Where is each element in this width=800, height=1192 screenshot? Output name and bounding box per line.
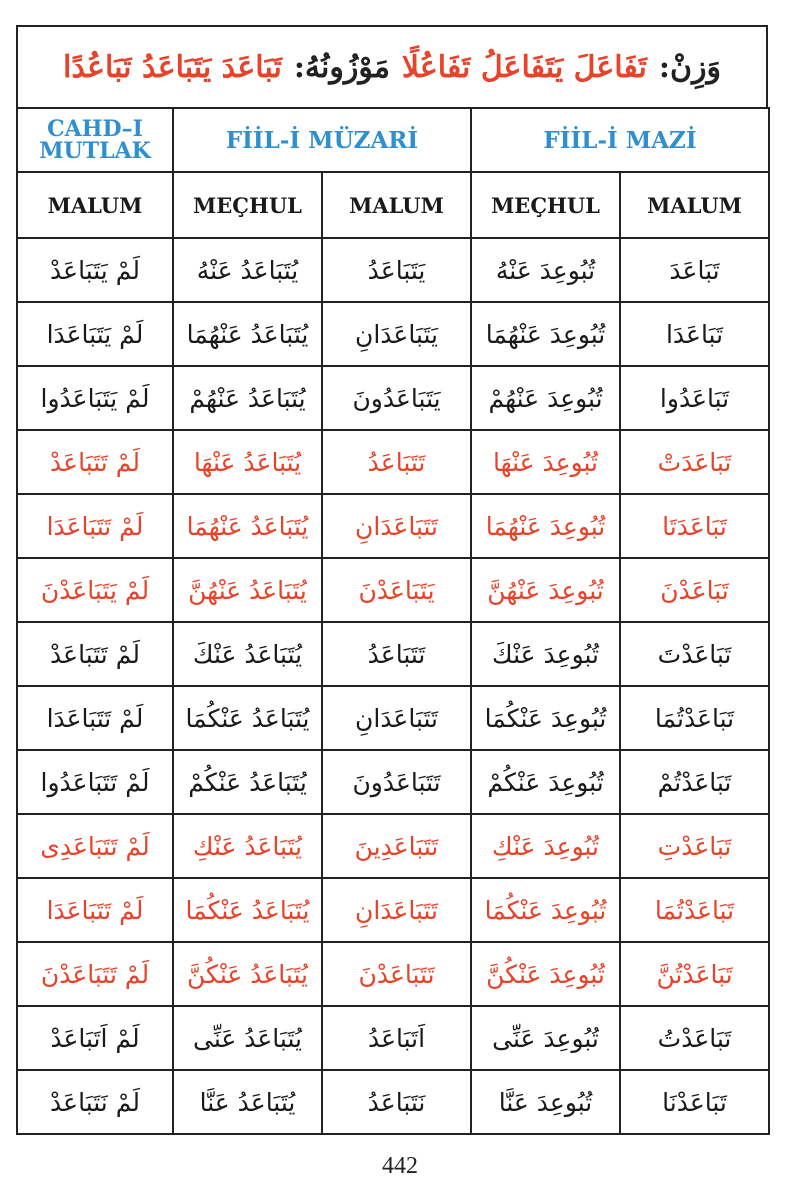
table-row	[17, 238, 769, 302]
cell-muzari-malum: يَتَبَاعَدَانِ	[322, 302, 471, 366]
cell-cahd-malum: لَمْ يَتَبَاعَدْ	[17, 238, 173, 302]
subheader-mazi-mechul: MEÇHUL	[471, 172, 620, 238]
cell-cahd-malum: لَمْ تَتَبَاعَدْ	[17, 622, 173, 686]
cell-mazi-malum: تَبَاعَدْتِ	[620, 814, 769, 878]
subheader-muzari-malum: MALUM	[322, 172, 471, 238]
cell-muzari-mechul: يُتَبَاعَدُ عَنْكُمْ	[173, 750, 322, 814]
table-row	[17, 1070, 769, 1134]
cell-muzari-malum: تَتَبَاعَدَانِ	[322, 494, 471, 558]
table-row	[17, 366, 769, 430]
cell-muzari-mechul: يُتَبَاعَدُ عَنْهُمْ	[173, 366, 322, 430]
cell-cahd-malum: لَمْ تَتَبَاعَدَا	[17, 878, 173, 942]
cell-muzari-malum: يَتَبَاعَدْنَ	[322, 558, 471, 622]
cell-mazi-mechul: تُبُوعِدَ عَنْهُنَّ	[471, 558, 620, 622]
table-row	[17, 1006, 769, 1070]
table-row	[17, 622, 769, 686]
cell-muzari-mechul: يُتَبَاعَدُ عَنْهُنَّ	[173, 558, 322, 622]
cell-muzari-malum: تَتَبَاعَدَانِ	[322, 878, 471, 942]
table-row	[17, 814, 769, 878]
subheader-muzari-mechul: MEÇHUL	[173, 172, 322, 238]
wazn-value: تَفَاعَلَ يَتَفَاعَلُ تَفَاعُلًا	[401, 49, 647, 85]
cell-cahd-malum: لَمْ يَتَبَاعَدُوا	[17, 366, 173, 430]
table-row	[17, 686, 769, 750]
cell-cahd-malum: لَمْ تَتَبَاعَدْ	[17, 430, 173, 494]
wazn-label: وَزِنْ:	[658, 49, 721, 85]
subheader-cahd-malum: MALUM	[17, 172, 173, 238]
cell-muzari-mechul: يُتَبَاعَدُ عَنْهُ	[173, 238, 322, 302]
cell-mazi-malum: تَبَاعَدْتُنَّ	[620, 942, 769, 1006]
subheader-mazi-malum: MALUM	[620, 172, 769, 238]
cell-muzari-malum: تَتَبَاعَدَانِ	[322, 686, 471, 750]
cell-mazi-mechul: تُبُوعِدَ عَنْكُمَا	[471, 878, 620, 942]
table-row	[17, 302, 769, 366]
cell-mazi-mechul: تُبُوعِدَ عَنْكِ	[471, 814, 620, 878]
wazn-header	[16, 25, 768, 107]
cell-muzari-malum: تَتَبَاعَدُ	[322, 430, 471, 494]
cell-muzari-mechul: يُتَبَاعَدُ عَنِّى	[173, 1006, 322, 1070]
cell-cahd-malum: لَمْ تَتَبَاعَدَا	[17, 494, 173, 558]
cell-cahd-malum: لَمْ تَتَبَاعَدِى	[17, 814, 173, 878]
cell-cahd-malum: لَمْ تَتَبَاعَدْنَ	[17, 942, 173, 1006]
cell-mazi-malum: تَبَاعَدْتُمْ	[620, 750, 769, 814]
cell-mazi-malum: تَبَاعَدْنَا	[620, 1070, 769, 1134]
table-row	[17, 878, 769, 942]
cell-muzari-malum: يَتَبَاعَدُونَ	[322, 366, 471, 430]
cell-muzari-mechul: يُتَبَاعَدُ عَنْكُنَّ	[173, 942, 322, 1006]
cell-mazi-mechul: تُبُوعِدَ عَنْكَ	[471, 622, 620, 686]
cell-muzari-malum: يَتَبَاعَدُ	[322, 238, 471, 302]
table-row	[17, 558, 769, 622]
conjugation-page	[16, 25, 768, 1135]
cell-muzari-malum: نَتَبَاعَدُ	[322, 1070, 471, 1134]
cell-muzari-mechul: يُتَبَاعَدُ عَنَّا	[173, 1070, 322, 1134]
cell-mazi-malum: تَبَاعَدْتَ	[620, 622, 769, 686]
group-fiil-i-muzari: FİİL-İ MÜZARİ	[173, 108, 471, 172]
cell-mazi-malum: تَبَاعَدْنَ	[620, 558, 769, 622]
mawzunuhu-value: تَبَاعَدَ يَتَبَاعَدُ تَبَاعُدًا	[63, 49, 282, 85]
cell-muzari-malum: اَتَبَاعَدُ	[322, 1006, 471, 1070]
table-row	[17, 750, 769, 814]
cell-mazi-mechul: تُبُوعِدَ عَنْكُمْ	[471, 750, 620, 814]
cell-cahd-malum: لَمْ نَتَبَاعَدْ	[17, 1070, 173, 1134]
cell-mazi-malum: تَبَاعَدُوا	[620, 366, 769, 430]
cell-cahd-malum: لَمْ يَتَبَاعَدَا	[17, 302, 173, 366]
cell-muzari-mechul: يُتَبَاعَدُ عَنْكُمَا	[173, 878, 322, 942]
cell-mazi-mechul: تُبُوعِدَ عَنْكُمَا	[471, 686, 620, 750]
cell-muzari-mechul: يُتَبَاعَدُ عَنْكِ	[173, 814, 322, 878]
cell-muzari-mechul: يُتَبَاعَدُ عَنْهَا	[173, 430, 322, 494]
cell-muzari-mechul: يُتَبَاعَدُ عَنْكَ	[173, 622, 322, 686]
cell-muzari-malum: تَتَبَاعَدِينَ	[322, 814, 471, 878]
page-number: 442	[382, 1153, 418, 1179]
cell-mazi-malum: تَبَاعَدَ	[620, 238, 769, 302]
table-row	[17, 430, 769, 494]
cell-muzari-mechul: يُتَبَاعَدُ عَنْكُمَا	[173, 686, 322, 750]
table-row	[17, 942, 769, 1006]
cell-mazi-mechul: تُبُوعِدَ عَنِّى	[471, 1006, 620, 1070]
cell-mazi-mechul: تُبُوعِدَ عَنْهُمَا	[471, 302, 620, 366]
cell-cahd-malum: لَمْ اَتَبَاعَدْ	[17, 1006, 173, 1070]
cell-cahd-malum: لَمْ تَتَبَاعَدُوا	[17, 750, 173, 814]
group-cahd-i-mutlak: CAHD–I MUTLAK	[17, 108, 173, 172]
cell-mazi-malum: تَبَاعَدْتُمَا	[620, 686, 769, 750]
mawzunuhu-label: مَوْزُونُهُ:	[293, 49, 390, 85]
cell-mazi-mechul: تُبُوعِدَ عَنْهُ	[471, 238, 620, 302]
cell-mazi-malum: تَبَاعَدْتُ	[620, 1006, 769, 1070]
table-row	[17, 494, 769, 558]
cell-cahd-malum: لَمْ تَتَبَاعَدَا	[17, 686, 173, 750]
cell-mazi-malum: تَبَاعَدَتَا	[620, 494, 769, 558]
cell-mazi-mechul: تُبُوعِدَ عَنْهَا	[471, 430, 620, 494]
cell-mazi-mechul: تُبُوعِدَ عَنْكُنَّ	[471, 942, 620, 1006]
cell-mazi-malum: تَبَاعَدَتْ	[620, 430, 769, 494]
group-fiil-i-mazi: FİİL-İ MAZİ	[471, 108, 769, 172]
cell-muzari-mechul: يُتَبَاعَدُ عَنْهُمَا	[173, 494, 322, 558]
cell-muzari-malum: تَتَبَاعَدُونَ	[322, 750, 471, 814]
cell-mazi-mechul: تُبُوعِدَ عَنَّا	[471, 1070, 620, 1134]
cell-cahd-malum: لَمْ يَتَبَاعَدْنَ	[17, 558, 173, 622]
cell-mazi-mechul: تُبُوعِدَ عَنْهُمَا	[471, 494, 620, 558]
cell-muzari-malum: تَتَبَاعَدْنَ	[322, 942, 471, 1006]
cell-muzari-mechul: يُتَبَاعَدُ عَنْهُمَا	[173, 302, 322, 366]
cell-mazi-malum: تَبَاعَدْتُمَا	[620, 878, 769, 942]
conjugation-table	[16, 107, 770, 1135]
cell-mazi-mechul: تُبُوعِدَ عَنْهُمْ	[471, 366, 620, 430]
cell-mazi-malum: تَبَاعَدَا	[620, 302, 769, 366]
cell-muzari-malum: تَتَبَاعَدُ	[322, 622, 471, 686]
